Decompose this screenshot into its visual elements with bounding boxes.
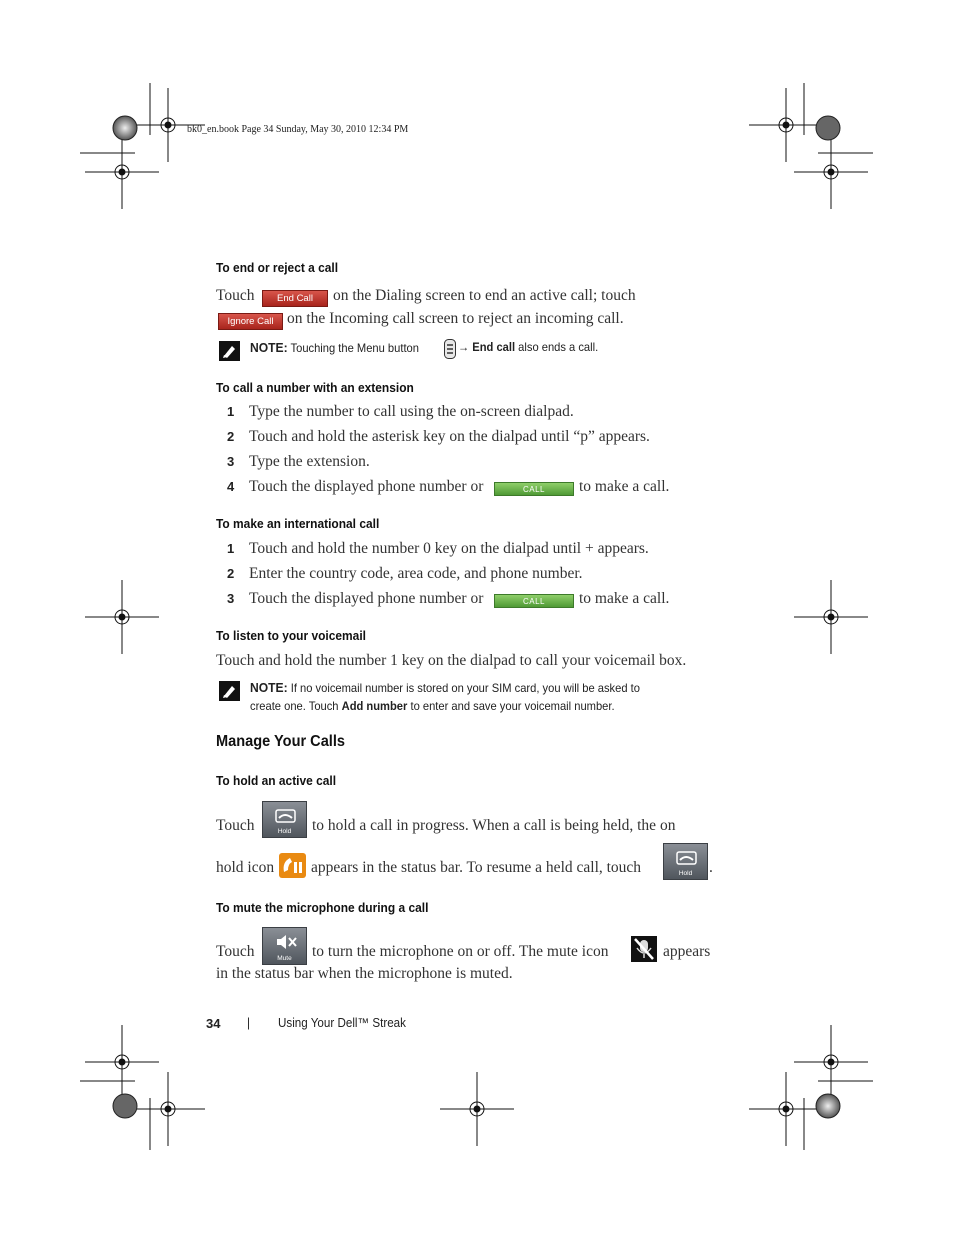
note-menu-tail [458,340,598,354]
heading-voicemail: To listen to your voicemail [216,628,366,643]
hold-touch: Touch [216,817,255,834]
step-text: Touch and hold the asterisk key on the dialpad until “p” appears. [249,428,650,445]
note-ui-label: Add number [341,699,408,713]
phone-handset-icon [676,851,697,865]
end-call-line-1 [216,286,255,305]
heading-extension: To call a number with an extension [216,380,414,395]
page-number: 34 [206,1016,221,1031]
mute-text-1-end: appears [663,943,711,960]
step-text: Touch the displayed phone number or [249,478,484,495]
step-text: Type the number to call using the on-screen dialpad. [249,403,574,420]
note-label: NOTE: [250,680,288,695]
speaker-mute-icon [275,934,297,950]
mute-label: Mute [277,955,292,962]
note-voicemail-line-1 [250,680,640,695]
step-number: 4 [227,479,235,494]
print-meta: bk0_en.book Page 34 Sunday, May 30, 2010 12:34 PM [187,124,409,135]
step-text-after: to make a call. [579,590,670,607]
hold-label: Hold [678,870,693,877]
note-menu-button [250,340,419,355]
step-text: Enter the country code, area code, and phone number. [249,565,583,582]
call-button[interactable]: CALL [494,594,574,608]
hold-text-2-mid: appears in the status bar. To resume a held call, touch [311,859,642,876]
note-pencil-icon [219,341,240,361]
text: Touch [216,287,255,304]
heading-end-call: To end or reject a call [216,260,339,275]
mute-text-2: in the status bar when the microphone is muted. [216,965,513,982]
mic-muted-status-icon [631,936,657,962]
step-number: 2 [227,429,235,444]
arrow-icon: → [458,340,470,354]
step-number: 1 [227,541,235,556]
end-call-text-1: on the Dialing screen to end an active call; touch [333,287,636,304]
note-text: to enter and save your voicemail number. [410,699,615,713]
note-ui-label: End call [472,340,516,354]
mute-text-1: to turn the microphone on or off. The mute icon [312,943,609,960]
call-button[interactable]: CALL [494,482,574,496]
step-number: 3 [227,591,235,606]
footer-separator: | [247,1016,251,1030]
step-text: Touch and hold the number 0 key on the dialpad until + appears. [249,540,649,557]
hold-label: Hold [277,828,292,835]
hold-button[interactable] [262,801,307,838]
mute-touch: Touch [216,943,255,960]
menu-button-icon [444,339,456,359]
step-text-after: to make a call. [579,478,670,495]
footer-title: Using Your Dell™ Streak [278,1016,406,1030]
hold-text-1: to hold a call in progress. When a call is being held, the on [312,817,676,834]
note-text: Touching the Menu button [290,341,419,355]
step-text: Type the extension. [249,453,370,470]
heading-mute: To mute the microphone during a call [216,900,429,915]
heading-manage-calls: Manage Your Calls [216,733,346,750]
heading-hold: To hold an active call [216,773,337,788]
phone-handset-icon [275,809,296,823]
step-text: Touch the displayed phone number or [249,590,484,607]
mute-button[interactable] [262,927,307,965]
end-call-text-2: on the Incoming call screen to reject an incoming call. [287,310,624,327]
voicemail-text: Touch and hold the number 1 key on the dialpad to call your voicemail box. [216,652,687,669]
note-pencil-icon [219,681,240,701]
step-number: 2 [227,566,235,581]
heading-international: To make an international call [216,516,380,531]
note-text: create one. Touch [250,699,339,713]
note-voicemail-line-2 [250,699,615,713]
end-call-button[interactable]: End Call [262,290,328,307]
note-label: NOTE: [250,340,288,355]
resume-hold-button[interactable] [663,843,708,880]
ignore-call-button[interactable]: Ignore Call [218,313,283,330]
step-number: 1 [227,404,235,419]
note-text: also ends a call. [518,340,599,354]
hold-text-2-pre: hold icon [216,859,275,876]
step-number: 3 [227,454,235,469]
note-text: If no voicemail number is stored on your SIM card, you will be asked to [290,681,640,695]
on-hold-status-icon [279,853,306,878]
hold-text-2-end: . [709,859,713,876]
